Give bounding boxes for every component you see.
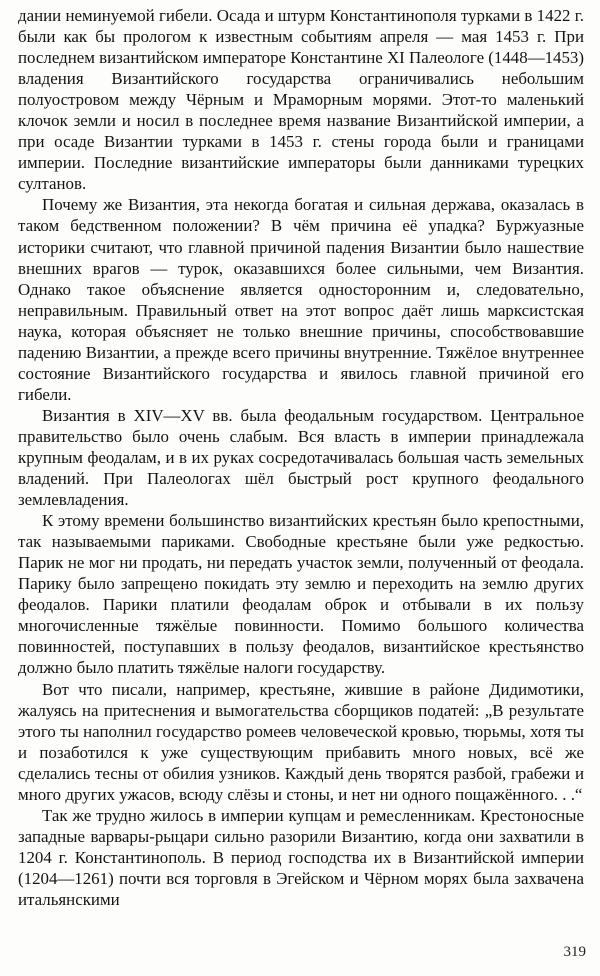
body-text: [18, 5, 584, 910]
paragraph-1: дании неминуемой гибели. Осада и штурм Константинополя турками в 1422 г. были как бы прологом к известным событиям апреля — мая 1453 г. При последнем византийском императоре Константине XI Палеологе (1448—1453) владения Византийского государства ограничивались небольшим полуостровом между Чёрным и Мраморным морями. Этот-то маленький клочок земли и носил в последнее время название Византийской империи, а при осаде Византии турками в 1453 г. стены города были и границами империи. Последние византийские императоры были данниками турецких султанов.: [18, 6, 584, 194]
paragraph-5: Вот что писали, например, крестьяне, жившие в районе Дидимотики, жалуясь на притеснения и вымогательства сборщиков податей: „В результате этого ты наполнил государство ромеев человеческой кровью, тюрьмы, хотя ты и позаботился к уже существующим прибавить много новых, всё же сделались тесны от обилия узников. Каждый день творятся разбой, грабежи и много других ужасов, всюду слёзы и стоны, и нет ни одного пощажённого. . .“: [18, 679, 584, 804]
paragraph-6: Так же трудно жилось в империи купцам и ремесленникам. Крестоносные западные варвары-рыцари сильно разорили Византию, когда они захватили в 1204 г. Константинополь. В период господства их в Византийской империи (1204—1261) почти вся торговля в Эгейском и Чёрном морях была захвачена итальянскими: [18, 805, 584, 909]
paragraph-4: К этому времени большинство византийских крестьян было крепостными, так называемыми париками. Свободные крестьяне были уже редкостью. Парик не мог ни продать, ни передать участок земли, полученный от феодала. Парику было запрещено покидать эту землю и переходить на землю других феодалов. Парики платили феодалам оброк и отбывали в их пользу многочисленные тяжёлые повинности. Помимо большого количества повинностей, поступавших в пользу феодалов, византийское крестьянство должно было платить тяжёлые налоги государству.: [18, 511, 584, 678]
page-number: 319: [563, 944, 586, 960]
paragraph-3: Византия в XIV—XV вв. была феодальным государством. Центральное правительство было очень слабым. Вся власть в империи принадлежала крупным феодалам, и в их руках сосредотачивалась большая часть земельных владений. При Палеологах шёл быстрый рост крупного феодального землевладения.: [18, 405, 584, 510]
paragraph-2: Почему же Византия, эта некогда богатая и сильная держава, оказалась в таком бедственном положении? В чём причина её упадка? Буржуазные историки считают, что главной причиной падения Византии было нашествие внешних врагов — турок, оказавшихся более сильными, чем Византия. Однако такое объяснение является односторонним и, следовательно, неправильным. Правильный ответ на этот вопрос даёт лишь марксистская наука, которая объясняет не только внешние причины, способствовавшие падению Византии, а прежде всего причины внутренние. Тяжёлое внутреннее состояние Византийского государства и явилось главной причиной его гибели.: [18, 195, 584, 404]
